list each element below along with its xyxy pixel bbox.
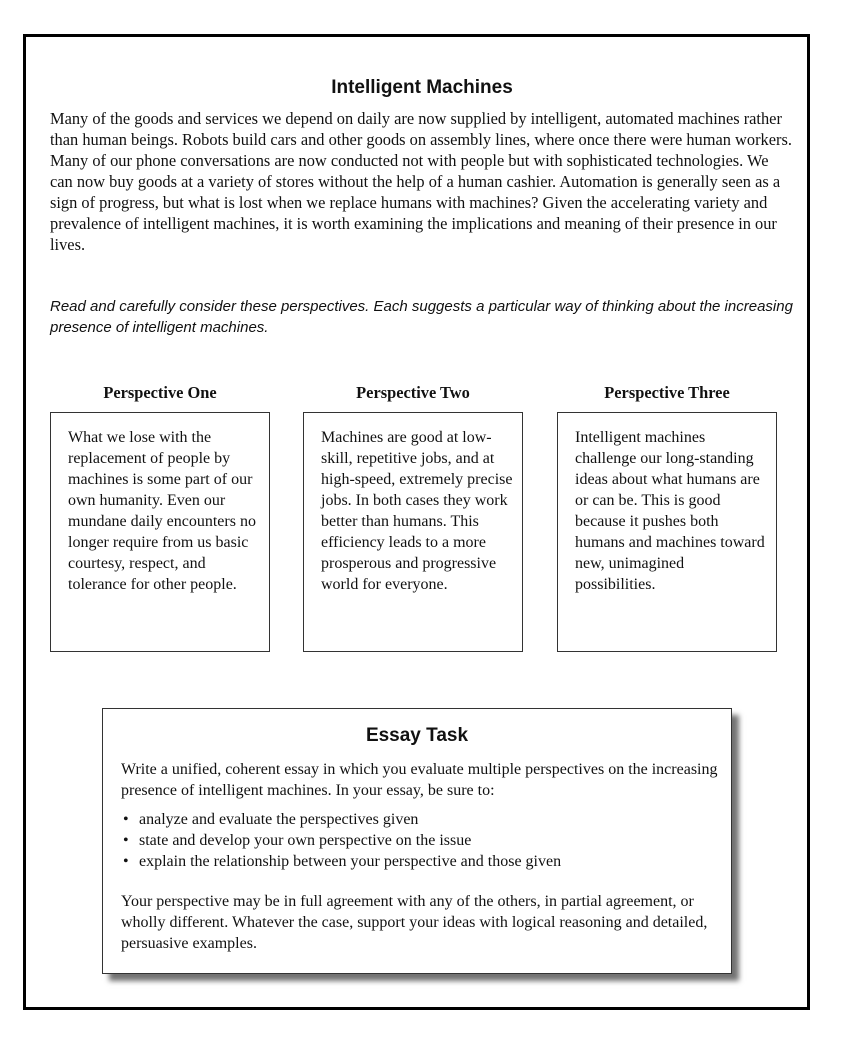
perspective-one-heading: Perspective One — [103, 383, 217, 402]
list-item — [123, 851, 713, 872]
list-item-text: analyze and evaluate the perspectives given — [139, 811, 419, 828]
bullet-icon: • — [123, 853, 129, 870]
list-item — [123, 830, 713, 851]
bullet-icon: • — [123, 832, 129, 849]
essay-task-box — [102, 708, 732, 974]
bullet-icon: • — [123, 811, 129, 828]
perspective-two-heading: Perspective Two — [356, 383, 470, 402]
perspective-one-text: What we lose with the replacement of people by machines is some part of our own humanity. Even our mundane daily encounters no longer require from us basic courtesy, respect, and tolerance for other people. — [68, 429, 256, 593]
instructions-paragraph: Read and carefully consider these perspectives. Each suggests a particular way of thinking about the increasing presence of intelligent machines. — [50, 298, 793, 336]
perspective-three-box — [557, 412, 777, 652]
perspective-three-heading: Perspective Three — [604, 383, 730, 402]
perspective-two-text: Machines are good at low-skill, repetitive jobs, and at high-speed, extremely precise jobs. In both cases they work better than humans. This efficiency leads to a more prosperous and progressive world for everyone. — [321, 429, 513, 593]
list-item — [123, 809, 713, 830]
essay-task-intro: Write a unified, coherent essay in which you evaluate multiple perspectives on the increasing presence of intelligent machines. In your essay, be sure to: — [121, 761, 718, 799]
intro-paragraph: Many of the goods and services we depend on daily are now supplied by intelligent, automated machines rather than human beings. Robots build cars and other goods on assembly lines, where once there were human workers. Many of our phone conversations are now conducted not with people but with sophisticated technologies. We can now buy goods at a variety of stores without the help of a human cashier. Automation is generally seen as a sign of progress, but what is lost when we replace humans with machines? Given the accelerating variety and prevalence of intelligent machines, it is worth examining the implications and meaning of their presence in our lives. — [50, 109, 792, 254]
document-title: Intelligent Machines — [331, 77, 513, 98]
perspective-two-box — [303, 412, 523, 652]
perspective-three-text: Intelligent machines challenge our long-standing ideas about what humans are or can be. This is good because it pushes both humans and machines toward new, unimagined possibilities. — [575, 429, 765, 593]
essay-task-title: Essay Task — [365, 725, 469, 746]
essay-task-closing: Your perspective may be in full agreement with any of the others, in partial agreement, or wholly different. Whatever the case, support your ideas with logical reasoning and detailed, persuasive examples. — [121, 893, 708, 952]
perspective-one-box — [50, 412, 270, 652]
list-item-text: state and develop your own perspective on the issue — [139, 832, 472, 849]
list-item-text: explain the relationship between your perspective and those given — [139, 853, 562, 870]
essay-task-list — [123, 809, 713, 872]
